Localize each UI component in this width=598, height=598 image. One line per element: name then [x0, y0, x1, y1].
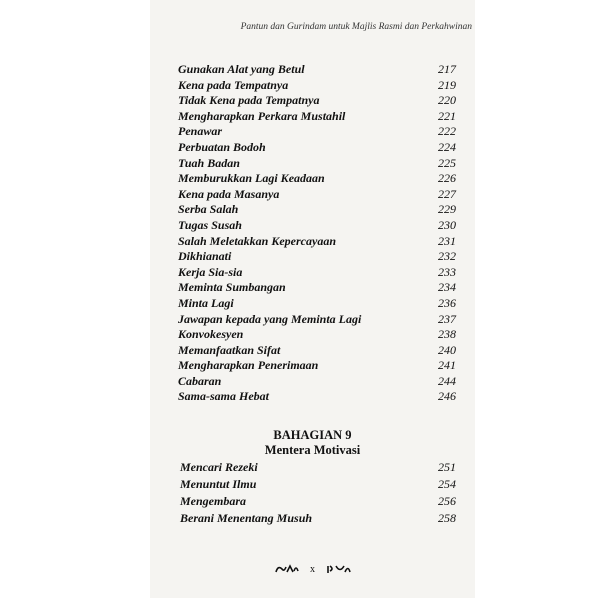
toc-entry: [178, 358, 456, 374]
toc-entry-title: Menuntut Ilmu: [180, 477, 257, 491]
toc-entry-page: 232: [438, 249, 456, 264]
toc-entry-title: Tidak Kena pada Tempatnya: [178, 93, 320, 108]
toc-entry-title: Jawapan kepada yang Meminta Lagi: [178, 311, 362, 326]
toc-entry-title: Penawar: [178, 124, 223, 139]
section-label: BAHAGIAN 9: [273, 428, 352, 442]
toc-entry: [178, 389, 456, 405]
toc-entry: [178, 218, 456, 234]
toc-entry-title: Kena pada Masanya: [178, 186, 280, 201]
toc-entry: [178, 343, 456, 359]
toc-entry-page: 230: [438, 217, 456, 232]
toc-entry-page: 237: [438, 311, 456, 326]
publisher-logo-icon: [274, 563, 300, 575]
toc-entry-title: Meminta Sumbangan: [178, 280, 286, 295]
toc-entry-title: Konvokesyen: [178, 327, 244, 342]
toc-entry: [178, 265, 456, 281]
toc-entry: [180, 459, 456, 476]
toc-entry-title: Cabaran: [178, 373, 222, 388]
toc-entry-title: Salah Meletakkan Kepercayaan: [178, 233, 336, 248]
toc-entry-page: 258: [438, 511, 456, 525]
toc-entry-title: Mengembara: [180, 494, 246, 508]
toc-entry: [178, 78, 456, 94]
toc-entry-page: 234: [438, 280, 456, 295]
toc-entry-title: Kerja Sia-sia: [178, 264, 243, 279]
toc-entry-page: 233: [438, 264, 456, 279]
toc-entry-title: Gunakan Alat yang Betul: [178, 62, 305, 76]
toc-entry: [178, 124, 456, 140]
toc-entry-page: 251: [438, 460, 456, 474]
toc-entry-page: 221: [438, 108, 456, 123]
toc-entry: [180, 476, 456, 493]
toc-entry-title: Memburukkan Lagi Keadaan: [178, 171, 325, 186]
toc-entry-title: Mengharapkan Penerimaan: [178, 358, 319, 373]
toc-entry: [178, 280, 456, 296]
toc-entry: [178, 234, 456, 250]
toc-entry-title: Perbuatan Bodoh: [178, 139, 266, 154]
toc-entry-title: Tuah Badan: [178, 155, 240, 170]
toc-entry-page: 246: [438, 389, 456, 404]
footer-separator: x: [310, 563, 315, 575]
toc-entry: [178, 156, 456, 172]
toc-entry: [178, 296, 456, 312]
toc-entry-page: 240: [438, 342, 456, 357]
toc-entry: [180, 493, 456, 510]
toc-entry-page: 229: [438, 202, 456, 217]
imprint-logo-icon: [326, 563, 352, 575]
toc-entry-page: 241: [438, 358, 456, 373]
toc-entry-title: Memanfaatkan Sifat: [178, 342, 281, 357]
toc-entry-page: 256: [438, 494, 456, 508]
toc-entry: [178, 171, 456, 187]
toc-entry-page: 217: [438, 62, 456, 76]
toc-entry-title: Sama-sama Hebat: [178, 389, 270, 404]
toc-entry-title: Dikhianati: [178, 249, 232, 264]
toc-entry-title: Tugas Susah: [178, 217, 242, 232]
toc-entry-page: 225: [438, 155, 456, 170]
toc-entry: [178, 62, 456, 78]
toc-entry-page: 226: [438, 171, 456, 186]
running-head: Pantun dan Gurindam untuk Majlis Rasmi dan Perkahwinan: [240, 22, 472, 32]
toc-entry: [178, 93, 456, 109]
toc-entry-page: 220: [438, 93, 456, 108]
toc-entry-page: 231: [438, 233, 456, 248]
toc-entry-title: Berani Menentang Musuh: [180, 511, 313, 525]
toc-entry-title: Minta Lagi: [178, 295, 234, 310]
toc-entry-title: Serba Salah: [178, 202, 239, 217]
toc-entry: [178, 249, 456, 265]
toc-entry: [178, 140, 456, 156]
section-subtitle: Mentera Motivasi: [264, 443, 361, 457]
toc-entry-page: 222: [438, 124, 456, 139]
toc-entry-page: 219: [438, 77, 456, 92]
toc-entry: [178, 374, 456, 390]
toc-list: [178, 62, 456, 405]
toc-entry-page: 224: [438, 139, 456, 154]
toc-entry: [178, 327, 456, 343]
toc-entry-page: 244: [438, 373, 456, 388]
toc-entry: [180, 510, 456, 527]
toc-entry: [178, 187, 456, 203]
book-page: [150, 0, 475, 598]
toc-entry: [178, 109, 456, 125]
toc-entry-title: Kena pada Tempatnya: [178, 77, 289, 92]
toc-entry-page: 227: [438, 186, 456, 201]
toc-entry-page: 254: [438, 477, 456, 491]
toc-entry-page: 238: [438, 327, 456, 342]
toc-entry-page: 236: [438, 295, 456, 310]
toc-entry: [178, 312, 456, 328]
section-toc-list: [180, 459, 456, 527]
footer: [150, 563, 475, 575]
toc-entry-title: Mencari Rezeki: [180, 460, 258, 474]
toc-entry: [178, 202, 456, 218]
toc-entry-title: Mengharapkan Perkara Mustahil: [178, 108, 346, 123]
